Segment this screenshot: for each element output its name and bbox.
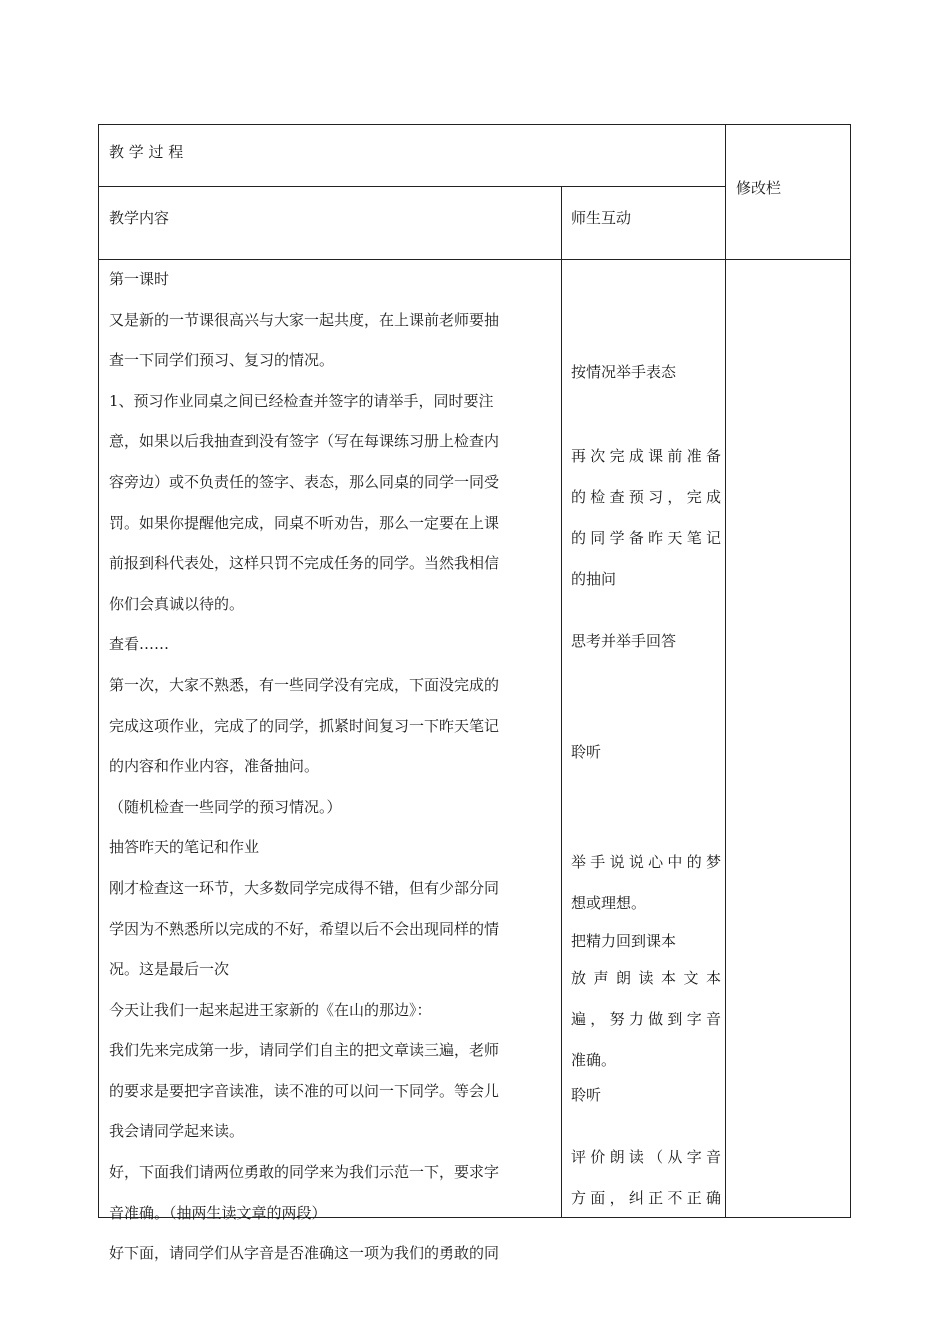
interaction-note: 聆听 bbox=[571, 743, 602, 761]
interaction-note: 的同学备昨天笔记 bbox=[571, 529, 721, 547]
lesson-plan-table bbox=[98, 124, 851, 1263]
content-line: 今天让我们一起来起进王家新的《在山的那边》： bbox=[109, 1000, 432, 1019]
content-line: 意，如果以后我抽查到没有签字（写在每课练习册上检查内 bbox=[109, 432, 500, 451]
interaction-note: 遍，努力做到字音 bbox=[571, 1010, 721, 1028]
interaction-note: 评价朗读（从字音 bbox=[571, 1148, 721, 1166]
content-line: 完成这项作业，完成了的同学，抓紧时间复习一下昨天笔记 bbox=[109, 716, 500, 735]
content-line: 容旁边）或不负责任的签字、表态，那么同桌的同学一同受 bbox=[109, 472, 500, 491]
content-line: （随机检查一些同学的预习情况。） bbox=[109, 797, 342, 816]
process-title: 教 学 过 程 bbox=[109, 143, 184, 161]
content-line: 刚才检查这一环节，大多数同学完成得不错，但有少部分同 bbox=[109, 878, 500, 897]
content-column-title: 教学内容 bbox=[109, 209, 170, 227]
revision-column-title: 修改栏 bbox=[736, 179, 782, 197]
content-line: 第一次，大家不熟悉，有一些同学没有完成，下面没完成的 bbox=[109, 675, 500, 694]
interaction-note: 准确。 bbox=[571, 1051, 617, 1069]
content-line: 的内容和作业内容，准备抽问。 bbox=[109, 757, 320, 776]
content-line: 1、预习作业同桌之间已经检查并签字的请举手，同时要注 bbox=[109, 391, 494, 410]
interaction-note: 把精力回到课本 bbox=[571, 932, 677, 950]
content-line: 查一下同学们预习、复习的情况。 bbox=[109, 351, 335, 370]
interaction-note: 思考并举手回答 bbox=[571, 632, 677, 650]
revision-column-divider bbox=[725, 125, 726, 1218]
header-divider bbox=[99, 186, 725, 187]
content-line: 你们会真诚以待的。 bbox=[109, 594, 245, 613]
content-line: 罚。如果你提醒他完成，同桌不听劝告，那么一定要在上课 bbox=[109, 513, 500, 532]
content-line: 音准确。（抽两生读文章的两段） bbox=[109, 1203, 327, 1222]
interaction-note: 方面，纠正不正确 bbox=[571, 1189, 721, 1207]
teaching-content bbox=[109, 259, 554, 1274]
content-line: 的要求是要把字音读准，读不准的可以问一下同学。等会儿 bbox=[109, 1081, 500, 1100]
interaction-note: 聆听 bbox=[571, 1086, 602, 1104]
content-line: 学因为不熟悉所以完成的不好，希望以后不会出现同样的情 bbox=[109, 919, 500, 938]
interaction-column-divider bbox=[561, 186, 562, 1218]
interaction-column-title: 师生互动 bbox=[571, 209, 632, 227]
content-line: 况。这是最后一次 bbox=[109, 960, 230, 979]
interaction-note: 放声朗读本文本 bbox=[571, 969, 721, 987]
content-line: 好，下面我们请两位勇敢的同学来为我们示范一下，要求字 bbox=[109, 1163, 500, 1182]
content-line: 好下面，请同学们从字音是否准确这一项为我们的勇敢的同 bbox=[109, 1244, 500, 1263]
interaction-note: 按情况举手表态 bbox=[571, 363, 677, 381]
interaction-note: 想或理想。 bbox=[571, 894, 647, 912]
content-line: 又是新的一节课很高兴与大家一起共度，在上课前老师要抽 bbox=[109, 310, 500, 329]
interaction-note: 的检查预习，完成 bbox=[571, 488, 721, 506]
interaction-note: 的抽问 bbox=[571, 570, 617, 588]
content-line: 我会请同学起来读。 bbox=[109, 1122, 245, 1141]
content-line: 查看…… bbox=[109, 635, 170, 654]
interaction-note: 举手说说心中的梦 bbox=[571, 853, 721, 871]
interaction-note: 再次完成课前准备 bbox=[571, 447, 721, 465]
content-line: 第一课时 bbox=[109, 270, 170, 288]
content-line: 抽答昨天的笔记和作业 bbox=[109, 838, 260, 857]
content-line: 我们先来完成第一步，请同学们自主的把文章读三遍，老师 bbox=[109, 1041, 500, 1060]
content-line: 前报到科代表处，这样只罚不完成任务的同学。当然我相信 bbox=[109, 554, 500, 573]
